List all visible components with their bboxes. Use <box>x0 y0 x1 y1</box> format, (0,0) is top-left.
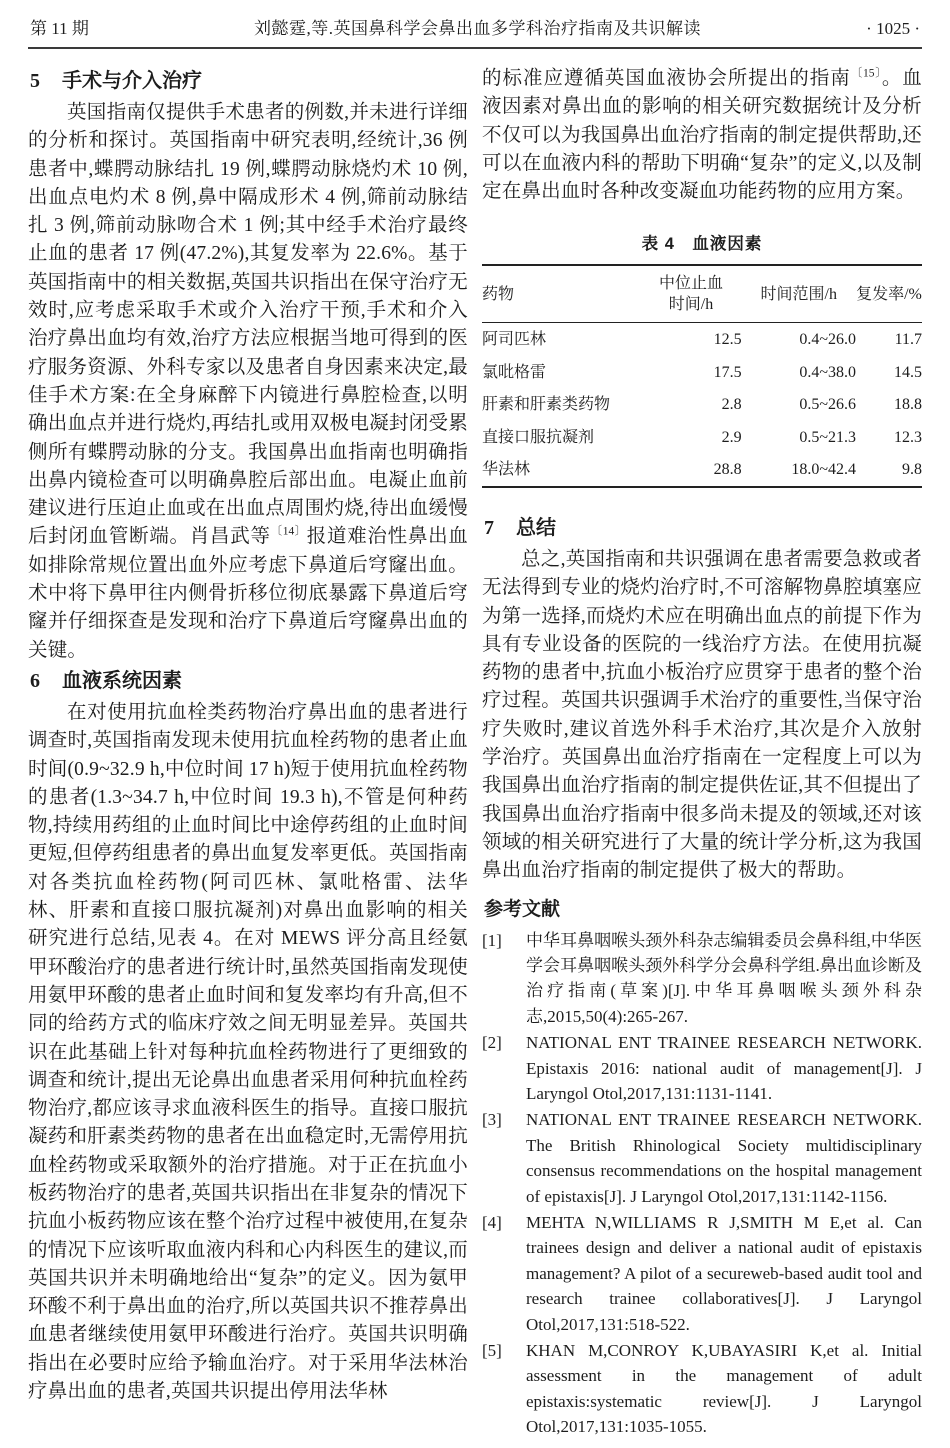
reference-item <box>482 1030 922 1106</box>
section-6-cont-text: 的标准应遵循英国血液协会所提出的指南 <box>482 68 851 89</box>
reference-label: [3] <box>482 1110 502 1130</box>
section-5-text-continued: 报道难治性鼻出血如排除常规位置出血外应考虑下鼻道后穹窿出血。术中将下鼻甲往内侧骨折移位彻底暴露下鼻道后穹窿并仔细探查是发现和治疗下鼻道后穹窿鼻出血的关键。 <box>28 526 469 661</box>
cell-drug: 直接口服抗凝剂 <box>482 428 595 446</box>
cell-median: 2.8 <box>721 396 742 414</box>
section-6-paragraph: 在对使用抗血栓类药物治疗鼻出血的患者进行调查时,英国指南发现未使用抗血栓药物的患者止血时间(0.9~32.9 h,中位时间 17 h)短于使用抗血栓药物的患者(1.3~34.7 h,中位时间 19.3 h),不管是何种药物,持续用药组的止血时间比中途停药组的止血时间更短,但停药组患者的鼻出血复发率更低。英国指南对各类抗血栓药物(阿司匹林、氯吡格雷、法华林、肝素和直接口服抗凝剂)对鼻出血影响的相关研究进行总结,见表 4。在对 MEWS 评分高且经氨甲环酸治疗的患者进行统计时,虽然英国指南发现使用氨甲环酸的患者止血时间和复发率均有升高,但不同的给药方式的临床疗效之间无明显差异。英国共识在此基础上针对每种抗血栓药物进行了更细致的调查和统计,提出无论鼻出血患者采用何种抗血栓药物治疗,都应该寻求血液科医生的指导。直接口服抗凝药和肝素类药物的患者在出血稳定时,无需停用抗血栓药物或采取额外的治疗措施。对于正在抗血小板药物治疗的患者,英国共识指出在非复杂的情况下抗血小板药物应该在整个治疗过程中被使用,在复杂的情况下应该听取血液内科和心内科医生的建议,而英国共识并未明确地给出“复杂”的定义。因为氨甲环酸不利于鼻出血的治疗,所以英国共识不推荐鼻出血患者继续使用氨甲环酸进行治疗。英国共识明确指出在必要时应给予输血治疗。对于采用华法林治疗鼻出血的患者,英国共识提出停用法华林 <box>28 701 468 1403</box>
section-7-title: 总结 <box>516 516 556 539</box>
column-header-recurrence: 复发率/% <box>856 285 922 303</box>
column-header-time-range: 时间范围/h <box>760 285 837 303</box>
section-6-cont-text-continued: 。血液因素对鼻出血的影响的相关研究数据统计及分析不仅可以为我国鼻出血治疗指南的制定提供帮助,还可以在血液内科的帮助下明确“复杂”的定义,以及制定在鼻出血时各种改变凝血功能药物的应用方案。 <box>482 68 922 203</box>
column-header-median-line2: 时间/h <box>668 296 714 314</box>
page-number: · 1025 · <box>866 19 920 38</box>
citation-ref-15: 〔15〕 <box>850 67 882 80</box>
section-5-title: 手术与介入治疗 <box>62 70 202 92</box>
reference-label: [1] <box>482 930 502 950</box>
table-row <box>482 323 922 356</box>
column-header-median-line1: 中位止血 <box>658 275 723 293</box>
reference-label: [2] <box>482 1033 502 1053</box>
cell-recurrence: 18.8 <box>894 396 922 414</box>
right-column <box>482 65 922 1441</box>
section-6-continuation-paragraph <box>482 65 922 206</box>
cell-drug: 氯吡格雷 <box>482 363 547 381</box>
section-7-number: 7 <box>484 516 494 539</box>
cell-recurrence: 12.3 <box>894 428 922 446</box>
reference-item <box>482 1210 922 1337</box>
cell-median: 17.5 <box>713 363 742 381</box>
references-heading: 参考文献 <box>484 898 561 920</box>
cell-range: 18.0~42.4 <box>791 461 856 479</box>
reference-label: [4] <box>482 1213 502 1233</box>
table-row <box>482 453 922 487</box>
section-5-text: 英国指南仅提供手术患者的例数,并未进行详细的分析和探讨。英国指南中研究表明,经统计,36 例患者中,蝶腭动脉结扎 19 例,蝶腭动脉烧灼术 10 例,出血点电灼术 8 例,鼻中隔成形术 4 例,筛前动脉结扎 3 例,筛前动脉吻合术 1 例;其中经手术治疗最终止血的患者 17 例(47.2%),其复发率为 22.6%。基于英国指南中的相关数据,英国共识指出在保守治疗无效时,应考虑采取手术或介入治疗干预,手术和介入治疗鼻出血均有效,治疗方法应根据当地可得到的医疗服务资源、外科专家以及患者自身因素来决定,最佳手术方案:在全身麻醉下内镜进行鼻腔检查,以明确出血点并进行烧灼,再结扎或用双极电凝封闭受累侧所有蝶腭动脉的分支。我国鼻出血指南也明确指出鼻内镜检查可以明确鼻腔后部出血。电凝止血前建议进行压迫止血或在出血点周围灼烧,待出血缓慢后封闭血管断端。肖昌武等 <box>28 102 468 548</box>
cell-recurrence: 14.5 <box>894 363 922 381</box>
cell-drug: 阿司匹林 <box>482 331 547 349</box>
cell-drug: 肝素和肝素类药物 <box>482 396 611 414</box>
column-header-drug: 药物 <box>482 285 515 303</box>
table-row <box>482 356 922 389</box>
left-column <box>28 65 468 1441</box>
cell-median: 2.9 <box>721 428 742 446</box>
cell-range: 0.5~21.3 <box>799 428 856 446</box>
cell-drug: 华法林 <box>482 461 531 479</box>
page-header <box>28 0 922 49</box>
table-4-title: 表 4 血液因素 <box>641 235 763 254</box>
cell-median: 28.8 <box>713 461 742 479</box>
table-4-block <box>482 230 922 488</box>
reference-item <box>482 928 922 1030</box>
section-7-paragraph: 总之,英国指南和共识强调在患者需要急救或者无法得到专业的烧灼治疗时,不可溶解物鼻腔填塞应为第一选择,而烧灼术应在明确出血点的前提下作为具有专业设备的医院的一线治疗方法。在使用抗凝药物的患者中,抗血小板治疗应贯穿于患者的整个治疗过程。英国共识强调手术治疗的重要性,当保守治疗失败时,建议首选外科手术治疗,其次是介入放射学治疗。英国鼻出血治疗指南在一定程度上可以为我国鼻出血治疗指南的制定提供佐证,其不但提出了我国鼻出血治疗指南中很多尚未提及的领域,还对该领域的相关研究进行了大量的统计学分析,这为我国鼻出血治疗指南的制定提供了极大的帮助。 <box>482 548 922 882</box>
issue-number: 第 11 期 <box>30 19 89 38</box>
section-6-heading <box>30 667 468 695</box>
reference-item <box>482 1107 922 1209</box>
two-column-body <box>0 49 950 1441</box>
reference-label: [5] <box>482 1341 502 1361</box>
table-row <box>482 421 922 454</box>
reference-text: NATIONAL ENT TRAINEE RESEARCH NETWORK. Epistaxis 2016: national audit of management[J]. J Laryngol Otol,2017,131:1131-1141. <box>526 1033 922 1103</box>
cell-recurrence: 11.7 <box>894 331 922 349</box>
reference-item <box>482 1338 922 1440</box>
running-title: 刘懿霆,等.英国鼻科学会鼻出血多学科治疗指南及共识解读 <box>254 19 702 38</box>
section-5-heading <box>30 67 468 95</box>
table-4 <box>482 264 922 488</box>
cell-median: 12.5 <box>713 331 742 349</box>
reference-text: 中华耳鼻咽喉头颈外科杂志编辑委员会鼻科组,中华医学会耳鼻咽喉头颈外科学分会鼻科学组.鼻出血诊断及治疗指南(草案)[J].中华耳鼻咽喉头颈外科杂志,2015,50(4):265-267. <box>526 930 922 1026</box>
section-5-paragraph <box>28 99 468 665</box>
cell-range: 0.4~26.0 <box>799 331 856 349</box>
cell-range: 0.4~38.0 <box>799 363 856 381</box>
cell-range: 0.5~26.6 <box>799 396 856 414</box>
table-4-body <box>482 323 922 487</box>
references-list <box>482 928 922 1440</box>
reference-text: NATIONAL ENT TRAINEE RESEARCH NETWORK. The British Rhinological Society multidisciplinary consensus recommendations on the hospital management of epistaxis[J]. J Laryngol Otol,2017,131:1142-1156. <box>526 1110 922 1206</box>
table-row <box>482 388 922 421</box>
cell-recurrence: 9.8 <box>902 461 922 479</box>
table-4-header <box>482 265 922 323</box>
column-header-median-time <box>640 265 741 323</box>
section-6-title: 血液系统因素 <box>62 669 182 692</box>
reference-text: MEHTA N,WILLIAMS R J,SMITH M E,et al. Can trainees design and deliver a national audit of epistaxis management? A pilot of a secureweb-based audit tool and research trainee collaboratives[J]. J Laryngol Otol,2017,131:518-522. <box>526 1213 922 1334</box>
section-7-heading <box>484 514 922 542</box>
section-6-number: 6 <box>30 669 40 692</box>
section-5-number: 5 <box>30 70 40 92</box>
reference-text: KHAN M,CONROY K,UBAYASIRI K,et al. Initial assessment in the management of adult epistaxis:systematic review[J]. J Laryngol Otol,2017,131:1035-1055. <box>526 1341 922 1437</box>
citation-ref-14: 〔14〕 <box>270 525 307 538</box>
